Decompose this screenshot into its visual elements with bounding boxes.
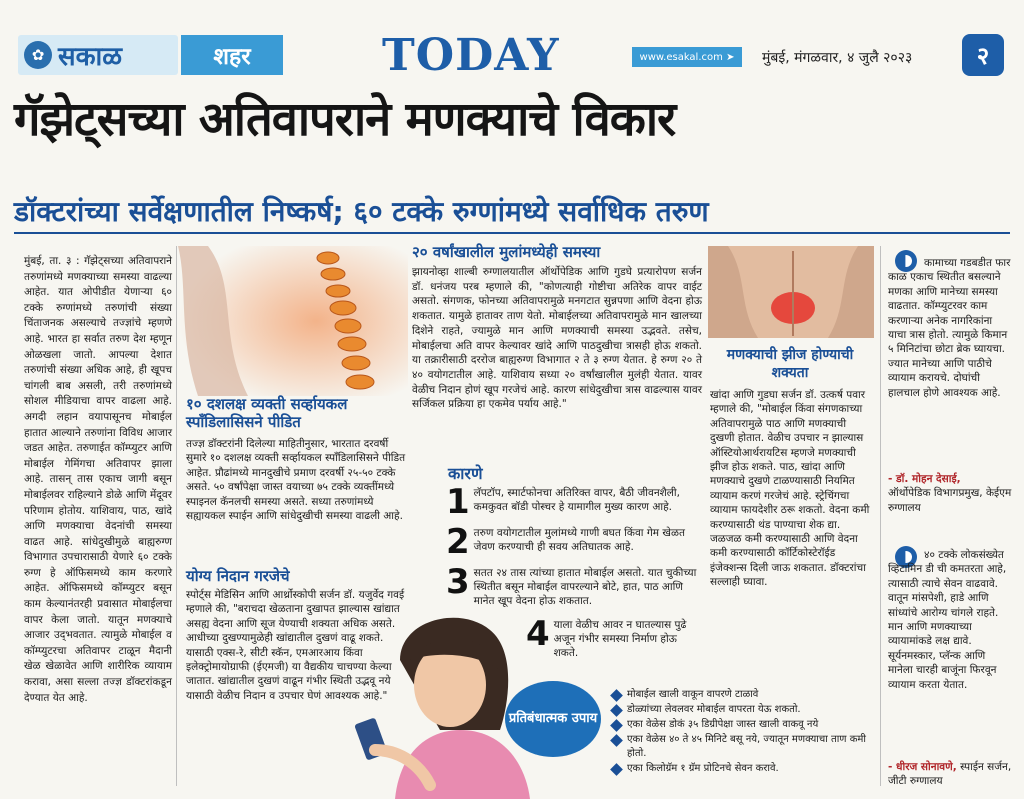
causes-title: कारणे [448, 464, 483, 483]
cursor-icon: ➤ [726, 51, 735, 63]
dateline: मुंबई, मंगळवार, ४ जुलै २०२३ [762, 50, 913, 66]
quote1-role: ऑर्थोपेडिक विभागप्रमुख, केईएम रुग्णालय [888, 487, 1012, 514]
sakal-logo [18, 35, 178, 75]
cause-text: तरुण वयोगटातील मुलांमध्ये गाणी बघत किंवा गेम खेळत जेवण करण्याची ही सवय अतिघातक आहे. [473, 527, 685, 553]
quote1-body: कामाच्या गडबडीत फार काळ एकाच स्थितीत बसल्याने मणका आणि मानेच्या समस्या वाढतात. कॉम्प्युटरवर काम करणाऱ्या अनेक नागरिकांना याचा त्रास होतो. त्यामुळे किमान ५ मिनिटांचा छोटा ब्रेक घ्यायचा. ज्यात मानेच्या आणि पाठीचे व्यायाम करायचे. दोघांची हालचाल होणे आवश्यक आहे. [888, 257, 1011, 399]
girl-with-phone-illustration [340, 600, 540, 799]
prevention-item [612, 703, 887, 717]
column-divider [176, 246, 177, 786]
wear-section-title: मणक्याची झीज होण्याची शक्यता [726, 347, 854, 381]
cause-text: याला वेळीच आवर न घातल्यास पुढे अजून गंभीर समस्या निर्माण होऊ शकते. [553, 619, 687, 659]
cause-item [446, 482, 701, 522]
girl-phone-icon [340, 600, 540, 799]
diamond-bullet-icon [610, 734, 623, 747]
prevention-item [612, 688, 887, 702]
cause-item [526, 614, 701, 660]
prevention-text: एका वेळेस ४० ते ४५ मिनिटे बसू नये, ज्यातून मणक्याचा ताण कमी होतो. [627, 734, 866, 759]
page-number: २ [962, 34, 1004, 76]
quote1-attribution [888, 472, 1012, 515]
divider [14, 232, 1010, 234]
prevention-item [612, 733, 887, 761]
box2-body: स्पोर्ट्स मेडिसिन आणि आर्थ्रोस्कोपी सर्जन डॉ. यजुर्वेद गवई म्हणाले की, "बराचदा खेळताना दुखापत झाल्यास खांद्यात असह्य वेदना आणि सूज येण्याची शक्यता अधिक असते. आधीच्या दुखण्यामुळेही खांद्यातील दुखणं वाढू शकते. यासाठी एक्स-रे, सीटी स्कॅन, एमआरआय किंवा इलेक्ट्रोमायोग्राफी (ईएमजी) या वैद्यकीय चाचण्या केल्या जातात. खांद्यातील दुखणं वाढून गंभीर स्थिती उद्भवू नये यासाठी वेळीच निदान व उपचार घेणं आवश्यक आहे." [186, 589, 405, 702]
quote2-attribution [888, 760, 1012, 789]
prevention-text: एका वेळेस डोकं ३५ डिग्रीपेक्षा जास्त खाली वाकवू नये [627, 719, 819, 730]
headline: गॅझेट्सच्या अतिवापराने मणक्याचे विकार [14, 92, 676, 147]
cause-text: सतत २४ तास त्यांच्या हातात मोबाईल असतो. यात चुकीच्या स्थितीत बसून मोबाईल वापरल्याने बोटे, हात, पाठ आणि मानेत खूप वेदना होऊ शकतात. [473, 567, 697, 607]
prevention-text: डोळ्यांच्या लेवलवर मोबाईल वापरता येऊ शकतो. [627, 704, 801, 715]
cause-text: लॅपटॉप, स्मार्टफोनचा अतिरिक्त वापर, बैठी जीवनशैली, कमकुवत बॉडी पोस्चर हे यामागील मुख्य कारण आहे. [473, 487, 680, 513]
cause-item [446, 522, 701, 562]
diamond-bullet-icon [610, 763, 623, 776]
cause-number: 2 [446, 522, 470, 562]
today-title: TODAY [382, 30, 560, 81]
diamond-bullet-icon [610, 719, 623, 732]
prevention-item [612, 718, 887, 732]
sakal-emblem-icon: ✿ [24, 41, 52, 69]
prevention-text: एका किलोग्रॅम १ ग्रॅम प्रोटिनचे सेवन करावे. [627, 763, 779, 774]
back-pain-photo [708, 246, 874, 338]
main-article-body: मुंबई, ता. ३ : गॅझेट्सच्या अतिवापराने तरुणांमध्ये मणक्याच्या समस्या वाढल्या आहेत. यात ओपीडीत येणाऱ्या ६० टक्के रुग्णांमध्ये तरुणांची संख्या चिंताजनक असल्याचे तज्ज्ञांचे म्हणणे आहे. भारत हा सर्वात तरुण देश म्हणून ओळखला जातो. आपल्या देशात तरुणांची संख्या अधिक आहे, ही खूपच चांगली बाब असली, तरी तरुणांमध्ये सोशल मीडियाचा वापर वाढला आहे. अगदी लहान वयापासूनच मोबाईल हातात आल्याने तरुणांना विविध आजार जडत आहेत. तरुणाईत कॉम्प्युटर आणि मोबाईल गेमिंगचा अतिवापर झाला आहे. तासन्‌ तास एकाच जागी बसून मोबाईलवर राहिल्याने डोळे आणि मेंदूवर परिणाम होतोय. याशिवाय, पाठ, खांदे आणि मणक्याचा वेदनांची समस्या वाढत आहे. सांधेदुखीमुळे बाह्यरुग्ण विभागात उपचारासाठी येणारे ६० टक्के रुग्ण हे ऑफिसमध्ये काम करणारे आहेत. ऑफिसमध्ये कॉम्प्युटर बसून काम केल्यानंतरही प्रवासात मोबाईलचा वापर केला जातो. यातून मणक्याचे आजार उद्‌भवतात. त्यामुळे मोबाईल व कॉम्प्युटरचा अतिवापर टाळून मैदानी खेळ खेळावेत आणि शारीरिक व्यायाम करावा, असा सल्ला तज्ज्ञ डॉक्टरांकडून देण्यात येत आहे. [24, 255, 172, 704]
cause-number: 1 [446, 482, 470, 522]
prevention-item [612, 762, 887, 776]
quote1-block [888, 256, 1012, 400]
column-divider [880, 246, 881, 786]
section-tag: शहर [181, 35, 283, 75]
quote2-author: - धीरज सोनावणे, [888, 761, 957, 773]
quote2-body: ४० टक्के लोकसंख्येत व्हिटामिन डी ची कमतरता आहे, त्यासाठी त्याचे सेवन वाढवावे. वातून मांसपेशी, हाडे आणि सांध्यांचे आरोग्य चांगले राहते. मान आणि मणक्याच्या व्यायामांकडे लक्ष द्यावे. सूर्यनमस्कार, प्लॅन्क आणि मानेला चारही बाजूंना फिरवून व्यायाम करता येतात. [888, 549, 1007, 691]
box2-title: योग्य निदान गरजेचे [186, 567, 290, 585]
logo-text: सकाळ [58, 42, 123, 72]
back-pain-icon [708, 246, 874, 338]
spine-illustration [178, 246, 408, 396]
quote1-author: - डॉ. मोहन देसाई, [888, 473, 961, 485]
wear-section-body: खांदा आणि गुडघा सर्जन डॉ. उत्कर्ष पवार म्हणाले की, "मोबाईल किंवा संगणकाच्या अतिवापरामुळे पाठ आणि मणक्याची दुखणी होतात. वेळीच उपचार न झाल्यास ऑस्टियोआर्थरायटिस म्हणजे मणक्याची झीज होऊ शकते. पाठ, खांदा आणि मणक्याचे दुखणे टाळण्यासाठी नियमित व्यायाम करणं गरजेचं आहे. स्ट्रेचिंगचा व्यायाम फायदेशीर ठरू शकतो. वेदना कमी करण्यासाठी थंड पाण्याचा शेक द्या. जळजळ कमी करण्यासाठी आणि वेदना कमी करण्यासाठी कॉर्टिकोस्टेरॉईड इंजेक्शन्स दिली जाऊ शकतात. डॉक्टरांचा सल्लाही घ्यावा. [710, 389, 870, 589]
middle-section-title: २० वर्षांखालील मुलांमध्येही समस्या [412, 243, 601, 261]
spine-graphic-icon [178, 246, 408, 396]
website-url [632, 47, 742, 67]
middle-section-body: झायनोव्हा शाल्बी रुग्णालयातील ऑर्थोपेडिक आणि गुडघे प्रत्यारोपण सर्जन डॉ. धनंजय परब म्हणाले की, "कोणत्याही गोष्टीचा अतिरेक वापर वाईट असतो. संगणक, फोनच्या अतिवापरामुळे मनगटात सुन्नपणा आणि वेदना होऊ शकतात. यामुळे हातावर ताण येतो. मोबाईलच्या अतिवापरामुळे मान खालच्या दिशेने राहते, ज्यामुळे मान आणि मणक्याची समस्या उद्भवते. तसेच, मोबाईलचा अति वापर केल्यावर खांदे आणि पाठदुखीचा त्रासही होऊ शकतो. या तक्रारीसाठी दररोज बाह्यरुग्ण विभागात २ ते ३ रुग्ण येतात. हे रुग्ण २० ते ४० वयोगटातील आहे. याशिवाय सध्या २० वर्षांखालील मुलंही येतात. यावर वेळीच निदान होणं खूप गरजेचं आहे. कारण सांधेदुखीचा त्रास वाढल्यास यावर सर्जिकल प्रक्रिया हा एकमेव पर्याय आहे." [412, 266, 702, 411]
subheadline: डॉक्टरांच्या सर्वेक्षणातील निष्कर्ष; ६० टक्के रुग्णांमध्ये सर्वाधिक तरुण [14, 195, 709, 228]
quote2-block [888, 548, 1012, 692]
cause-number: 4 [526, 614, 550, 654]
box1-title: १० दशलक्ष व्यक्ती सर्व्हायकल स्पॉंडिलासिसने पीडित [186, 395, 348, 431]
cause-number: 3 [446, 562, 470, 602]
quote2-role: स्पाईन सर्जन, जीटी रुग्णालय [888, 761, 1012, 788]
box1-body: तज्ज्ञ डॉक्टरांनी दिलेल्या माहितीनुसार, भारतात दरवर्षी सुमारे १० दशलक्ष व्यक्ती सर्व्हायकल स्पॉंडिलासिसने पीडित आहेत. प्रौढांमध्ये मानदुखीचे प्रमाण दरवर्षी २५-५० टक्के असते. ५० वर्षांपेक्षा जास्त वयाच्या ७५ टक्के व्यक्तींमध्ये स्पाइनल कॅनलची समस्या असते. सध्या तरुणांमध्ये सह्यायकल स्पाईन आणि सांधेदुखीची समस्या वाढली आहे. [186, 438, 406, 523]
diamond-bullet-icon [610, 704, 623, 717]
url-text: www.esakal.com [639, 51, 723, 63]
diamond-bullet-icon [610, 689, 623, 702]
prevention-text: मोबाईल खाली वाकून वापरणे टाळावे [627, 689, 759, 700]
prevention-list [612, 688, 887, 777]
prevention-badge: प्रतिबंधात्मक उपाय [505, 681, 601, 757]
